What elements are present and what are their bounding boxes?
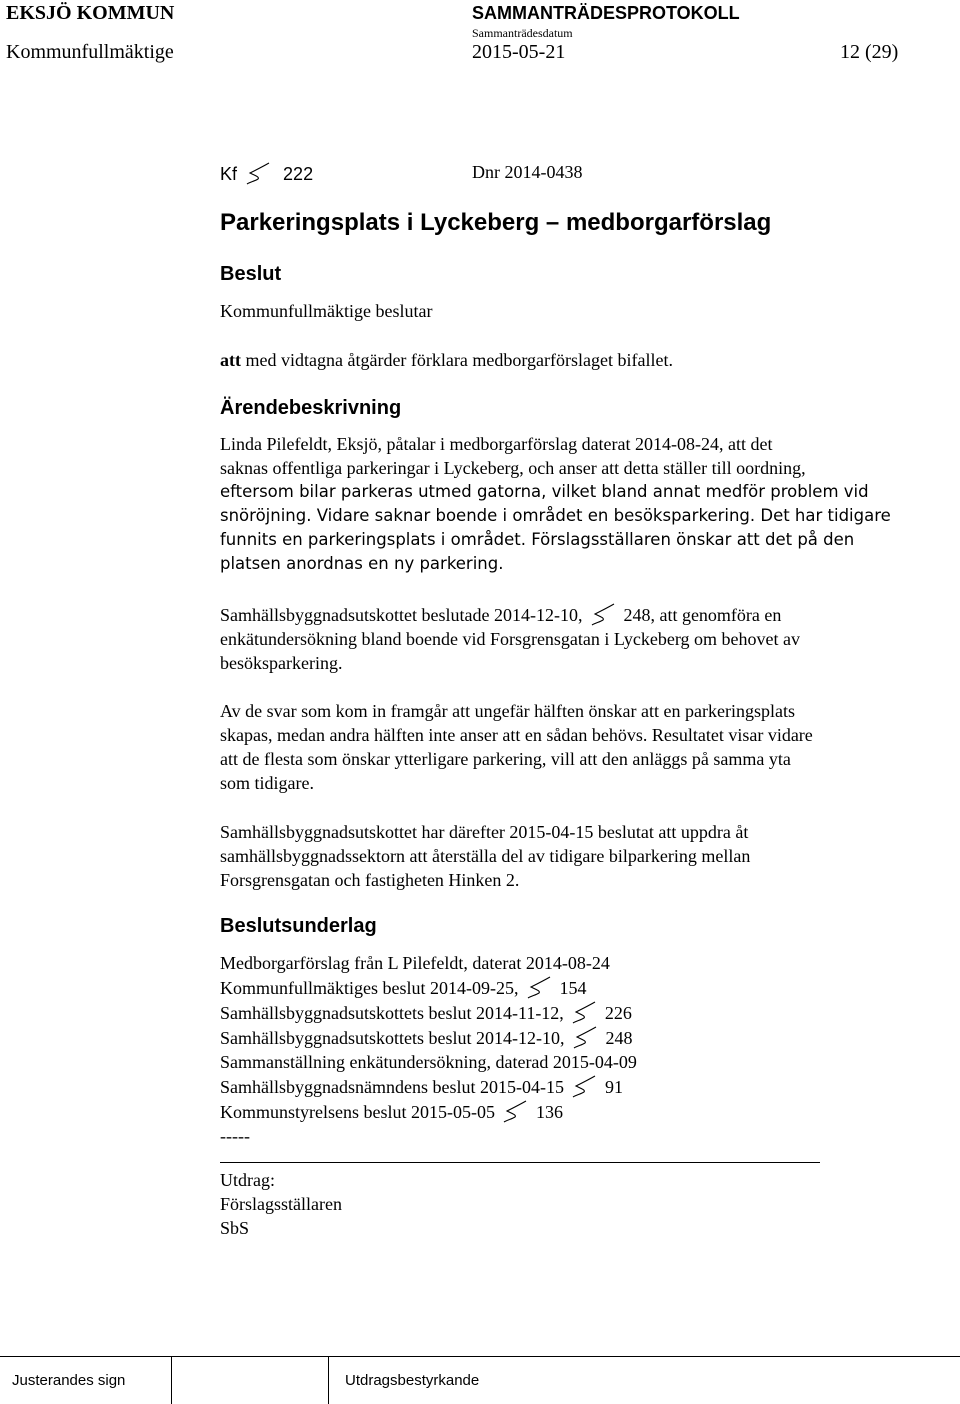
- list-item: Medborgarförslag från L Pilefeldt, daterat 2014-08-24: [220, 953, 610, 973]
- meeting-date-label: Sammanträdesdatum: [472, 26, 573, 40]
- paragraph-line: Av de svar som kom in framgår att ungefär hälften önskar att en parkeringsplats: [220, 701, 795, 721]
- paragraph-line: enkätundersökning bland boende vid Forsgrensgatan i Lyckeberg om behovet av: [220, 629, 801, 649]
- footer-divider: [0, 1356, 960, 1357]
- basis-list: [220, 951, 637, 1148]
- meeting-date: 2015-05-21: [472, 41, 566, 63]
- paragraph-mark-icon: [570, 1000, 598, 1024]
- list-item-number: 248: [605, 1028, 633, 1048]
- list-item-number: 91: [604, 1077, 623, 1097]
- paragraph-line: skapas, medan andra hälften inte anser att en sådan behövs. Resultatet visar vidare: [220, 725, 813, 745]
- list-item: [220, 1074, 637, 1099]
- list-item-text: Kommunstyrelsens beslut 2015-05-05: [220, 1102, 495, 1122]
- paragraph-line: funnits en parkeringsplats i området. Förslagsställaren önskar att det på den: [220, 530, 855, 549]
- paragraph-mark-icon: [244, 161, 272, 185]
- list-item: [220, 1025, 637, 1050]
- list-item-text: Samhällsbyggnadsnämndens beslut 2015-04-15: [220, 1077, 564, 1097]
- case-number: 222: [283, 164, 314, 184]
- decision-maker: Kommunfullmäktige beslutar: [220, 301, 433, 321]
- paragraph-mark-icon: [589, 602, 617, 626]
- paragraph-line: [220, 602, 920, 627]
- description-paragraph-2: [220, 602, 920, 675]
- paragraph-line: som tidigare.: [220, 773, 314, 793]
- decision-text: [220, 350, 673, 371]
- signature-label: Justerandes sign: [12, 1372, 126, 1389]
- basis-heading: Beslutsunderlag: [220, 915, 377, 937]
- case-reference: [220, 161, 313, 185]
- paragraph-line: besöksparkering.: [220, 653, 343, 673]
- list-item-number: 226: [604, 1003, 632, 1023]
- certification-label: Utdragsbestyrkande: [345, 1372, 480, 1389]
- description-paragraph-1: [220, 432, 920, 576]
- footer-separator: [171, 1357, 172, 1404]
- extract-divider: [220, 1162, 820, 1163]
- paragraph-line: snöröjning. Vidare saknar boende i området en besöksparkering. Det har tidigare: [220, 506, 891, 525]
- description-paragraph-3: [220, 699, 920, 795]
- list-item: [220, 975, 637, 1000]
- decision-body: med vidtagna åtgärder förklara medborgarförslaget bifallet.: [241, 350, 673, 370]
- paragraph-mark-icon: [525, 975, 553, 999]
- page-title: Parkeringsplats i Lyckeberg – medborgarförslag: [220, 209, 772, 236]
- list-item-number: 136: [535, 1102, 563, 1122]
- case-prefix: Kf: [220, 164, 238, 184]
- paragraph-mark-icon: [570, 1074, 598, 1098]
- paragraph-text: 248, att genomföra en: [623, 605, 782, 625]
- document-type: SAMMANTRÄDESPROTOKOLL: [472, 3, 740, 23]
- paragraph-line: Linda Pilefeldt, Eksjö, påtalar i medborgarförslag daterat 2014-08-24, att det: [220, 434, 773, 454]
- extract-recipient: Förslagsställaren: [220, 1194, 342, 1214]
- paragraph-line: att de flesta som önskar ytterligare parkering, vill att den anläggs på samma yta: [220, 749, 791, 769]
- diary-number: Dnr 2014-0438: [472, 162, 583, 182]
- extract-block: [220, 1168, 342, 1240]
- list-item-text: Kommunfullmäktiges beslut 2014-09-25,: [220, 978, 519, 998]
- list-item: [220, 1000, 637, 1025]
- list-item-text: Samhällsbyggnadsutskottets beslut 2014-11-12,: [220, 1003, 564, 1023]
- extract-recipient: SbS: [220, 1218, 250, 1238]
- decision-att: att: [220, 350, 241, 370]
- extract-label: Utdrag:: [220, 1170, 275, 1190]
- list-item-text: Samhällsbyggnadsutskottets beslut 2014-12-10,: [220, 1028, 565, 1048]
- paragraph-line: eftersom bilar parkeras utmed gatorna, vilket bland annat medför problem vid: [220, 482, 869, 501]
- list-item-number: 154: [559, 978, 587, 998]
- list-item: Sammanställning enkätundersökning, daterad 2015-04-09: [220, 1052, 637, 1072]
- paragraph-mark-icon: [571, 1025, 599, 1049]
- paragraph-line: Samhällsbyggnadsutskottet har därefter 2015-04-15 beslutat att uppdra åt: [220, 822, 749, 842]
- paragraph-line: Forsgrensgatan och fastigheten Hinken 2.: [220, 870, 520, 890]
- list-item: [220, 1099, 637, 1124]
- paragraph-line: saknas offentliga parkeringar i Lyckeberg, och anser att detta ställer till oordning,: [220, 458, 806, 478]
- description-heading: Ärendebeskrivning: [220, 397, 402, 419]
- page-number: 12 (29): [840, 41, 899, 63]
- decision-heading: Beslut: [220, 263, 282, 285]
- description-paragraph-4: [220, 820, 920, 892]
- paragraph-text: Samhällsbyggnadsutskottet beslutade 2014-12-10,: [220, 605, 583, 625]
- body-name: Kommunfullmäktige: [6, 41, 174, 63]
- footer-separator: [328, 1357, 329, 1404]
- paragraph-mark-icon: [501, 1099, 529, 1123]
- list-terminator: -----: [220, 1126, 250, 1146]
- paragraph-line: samhällsbyggnadssektorn att återställa del av tidigare bilparkering mellan: [220, 846, 751, 866]
- organization-name: EKSJÖ KOMMUN: [6, 2, 175, 24]
- paragraph-line: platsen anordnas en ny parkering.: [220, 554, 504, 573]
